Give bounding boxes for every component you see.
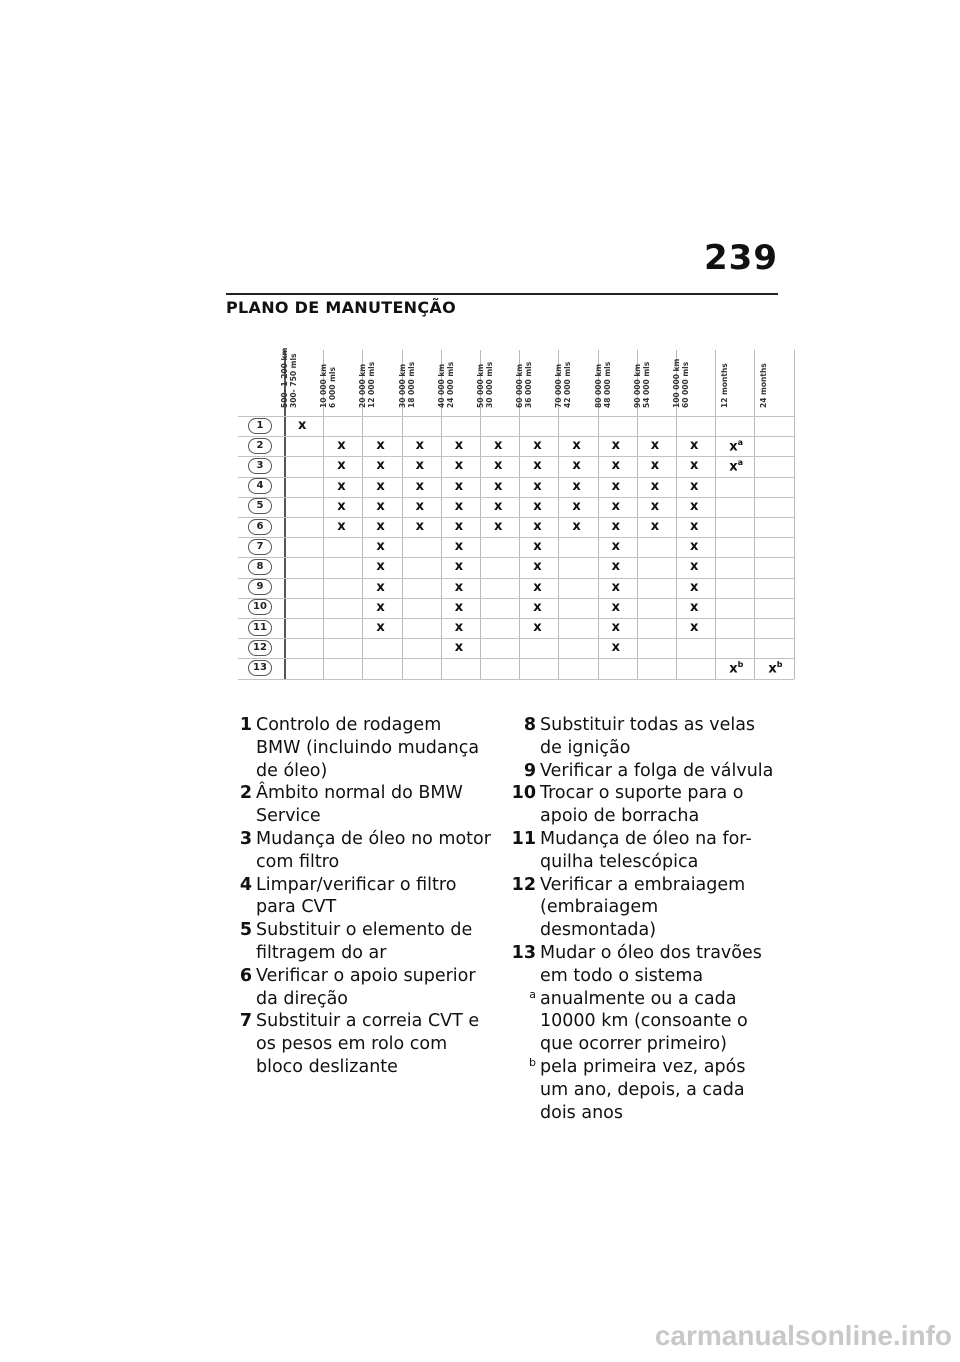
header-rule [226, 293, 778, 295]
schedule-mark: x [454, 559, 464, 575]
legend-text: Substituir o elemento de filtragem do ar [256, 920, 473, 963]
table-row-divider [238, 477, 794, 478]
schedule-mark: x [337, 458, 346, 474]
column-header-line: 50 000 km [476, 363, 485, 408]
schedule-mark: $x^b$ [768, 660, 783, 677]
column-header-line: 300- 750 mls [289, 353, 298, 408]
schedule-mark: x [454, 539, 464, 555]
watermark: carmanualsonline.info [654, 1320, 952, 1351]
schedule-mark: x [454, 478, 464, 494]
footnote-label: a [529, 987, 536, 1001]
schedule-mark: x [454, 519, 464, 534]
row-number-badge: 9 [248, 579, 272, 595]
schedule-mark: x [454, 640, 464, 656]
column-header-line: 90 000 km [632, 363, 642, 408]
schedule-mark: x [690, 620, 699, 635]
schedule-mark: x [611, 498, 620, 514]
schedule-mark: x [572, 519, 581, 534]
legend-text: Verificar a folga de válvula [540, 760, 774, 781]
table-row-divider [238, 618, 794, 619]
column-header-line: 500- 1 200 km [280, 347, 289, 408]
column-header-line: 40 000 km [436, 363, 446, 408]
legend-item [510, 828, 778, 874]
column-header-line: 12 000 mls [367, 361, 377, 408]
schedule-mark: x [298, 418, 307, 433]
column-header-line: 60 000 km [515, 363, 525, 408]
schedule-mark: x [454, 599, 464, 615]
schedule-mark: x [415, 478, 424, 494]
row-number-badge: 8 [248, 559, 272, 575]
legend-number: 3 [239, 828, 252, 849]
schedule-mark: x [572, 458, 581, 474]
schedule-mark: x [611, 559, 620, 575]
maintenance-schedule-table [238, 347, 783, 686]
legend-number: 7 [239, 1011, 252, 1032]
footnote-marker: b [737, 660, 744, 670]
schedule-mark: x [533, 579, 542, 595]
row-number-badge: 2 [248, 438, 272, 454]
schedule-mark: x [690, 478, 699, 494]
schedule-mark: x [415, 498, 424, 514]
schedule-mark: x [690, 458, 699, 474]
schedule-mark: x [454, 579, 464, 595]
column-header [759, 350, 802, 416]
schedule-mark: x [650, 458, 660, 474]
schedule-mark: x [690, 559, 699, 575]
legend-text: Substituir a correia CVT e os pesos em rolo com bloco deslizante [256, 1011, 480, 1077]
schedule-mark: x [494, 458, 503, 474]
legend-text: Trocar o suporte para o apoio de borracha [540, 783, 744, 827]
legend-text: Mudança de óleo no motor com filtro [256, 828, 491, 872]
legend-right [510, 714, 778, 1124]
schedule-mark: x [611, 599, 620, 615]
legend-item [226, 874, 491, 920]
schedule-mark: x [494, 438, 503, 454]
schedule-mark: x [376, 519, 385, 534]
schedule-mark: x [376, 599, 385, 615]
legend-item [226, 965, 491, 1011]
table-row-divider [238, 578, 794, 579]
schedule-mark: x [337, 519, 346, 534]
schedule-mark: x [611, 458, 620, 474]
schedule-mark: x [611, 539, 620, 555]
schedule-mark: x [376, 620, 385, 635]
schedule-mark: x [454, 458, 464, 474]
legend-text: Limpar/verificar o filtro para CVT [256, 874, 457, 918]
legend-item [226, 1010, 491, 1078]
page-number: 239 [704, 238, 778, 278]
legend-text: anualmente ou a cada 10000 km (consoante o que ocorrer primeiro) [540, 988, 748, 1055]
schedule-mark: x [690, 519, 699, 534]
row-number-badge: 1 [248, 418, 272, 434]
legend-item [510, 714, 778, 760]
schedule-mark: x [376, 458, 385, 474]
legend-number: 9 [523, 760, 536, 781]
column-header-line: 12 months [720, 363, 730, 408]
table-row-divider [238, 456, 794, 457]
column-header-line: 36 000 mls [524, 361, 534, 408]
column-header-line: 10 000 km [319, 363, 329, 408]
footnote-label: b [529, 1055, 536, 1069]
legend-text: Controlo de rodagem BMW (incluindo mudança de óleo) [256, 715, 480, 781]
table-row-divider [238, 658, 794, 659]
legend-item [226, 714, 491, 782]
row-number-badge: 12 [248, 640, 272, 656]
schedule-mark: x [533, 438, 542, 454]
column-header-line: 100 000 km [672, 358, 681, 408]
schedule-mark: x [650, 478, 660, 494]
legend-text: Substituir todas as velas de ignição [540, 715, 756, 758]
schedule-mark: x [376, 478, 385, 494]
section-title: PLANO DE MANUTENÇÃO [226, 298, 456, 317]
schedule-mark: x [454, 498, 464, 514]
legend-item [226, 782, 491, 828]
footnote-marker: b [776, 660, 783, 670]
schedule-mark: x [494, 498, 503, 514]
schedule-mark: x [611, 640, 620, 656]
row-number-badge: 10 [248, 599, 272, 615]
table-row-divider [238, 517, 794, 518]
column-header-line: 30 000 km [397, 363, 407, 408]
schedule-mark: x [572, 498, 581, 514]
column-header-line: 24 months [759, 363, 769, 408]
schedule-mark: x [533, 620, 542, 635]
table-row-divider [238, 679, 794, 680]
legend-text: pela primeira vez, após um ano, depois, a cada dois anos [540, 1056, 746, 1123]
legend-item [510, 874, 778, 942]
table-row-divider [238, 638, 794, 639]
row-number-badge: 13 [248, 660, 272, 676]
legend-number: 4 [239, 874, 252, 895]
schedule-mark: x [690, 498, 699, 514]
legend-text: Verificar o apoio superior da direção [256, 965, 476, 1009]
schedule-mark: x [690, 539, 699, 555]
schedule-mark: x [572, 478, 581, 494]
schedule-mark: x [690, 438, 699, 454]
schedule-mark: x [415, 458, 424, 474]
column-header-line: 48 000 mls [602, 361, 612, 408]
column-header-line: 6 000 mls [328, 367, 338, 408]
legend-number: 6 [239, 965, 252, 986]
legend-item [226, 919, 491, 965]
column-header [720, 350, 763, 416]
schedule-mark: x [533, 599, 542, 615]
legend-number: 12 [511, 874, 536, 895]
schedule-mark: $x^a$ [729, 458, 743, 475]
row-number-badge: 5 [248, 498, 272, 514]
schedule-mark: x [337, 438, 346, 454]
schedule-mark: $x^b$ [729, 660, 744, 677]
legend-item [510, 942, 778, 988]
schedule-mark: x [454, 438, 464, 454]
legend-number: 5 [239, 920, 252, 941]
table-row-divider [238, 557, 794, 558]
legend-number: 11 [511, 828, 536, 849]
legend-number: 1 [239, 715, 252, 735]
schedule-mark: x [533, 559, 542, 575]
column-header-line: 20 000 km [358, 363, 368, 408]
schedule-mark: x [376, 579, 385, 595]
schedule-mark: x [611, 579, 620, 595]
schedule-mark: x [533, 519, 542, 534]
column-header-line: 30 000 mls [485, 361, 494, 408]
row-number-badge: 7 [248, 539, 272, 555]
schedule-mark: x [494, 478, 503, 494]
legend-number: 8 [523, 715, 536, 735]
schedule-mark: x [690, 599, 699, 615]
row-number-badge: 6 [248, 519, 272, 535]
legend-number: 2 [239, 783, 252, 804]
schedule-mark: x [650, 498, 660, 514]
column-header [672, 350, 724, 416]
schedule-mark: x [611, 519, 620, 534]
schedule-mark: x [337, 498, 346, 514]
legend-item [510, 760, 778, 783]
schedule-mark: x [611, 620, 620, 635]
schedule-mark: x [376, 498, 385, 514]
schedule-mark: x [415, 519, 424, 534]
legend-item [510, 988, 778, 1056]
column-header-line: 60 000 mls [681, 361, 690, 408]
column-header-line: 70 000 km [554, 363, 564, 408]
schedule-mark: $x^a$ [729, 438, 743, 455]
schedule-mark: x [650, 519, 660, 534]
table-row-divider [238, 598, 794, 599]
footnote-marker: a [737, 458, 743, 468]
schedule-mark: x [533, 478, 542, 494]
legend-text: Âmbito normal do BMW Service [256, 783, 463, 827]
row-number-badge: 3 [248, 458, 272, 474]
schedule-mark: x [572, 438, 581, 454]
legend-left [226, 714, 491, 1079]
table-row-divider [238, 436, 794, 437]
schedule-mark: x [415, 438, 424, 454]
column-header-line: 24 000 mls [445, 361, 455, 408]
legend-item [510, 782, 778, 828]
column-header-line: 18 000 mls [406, 361, 416, 408]
schedule-mark: x [533, 458, 542, 474]
footnote-marker: a [737, 438, 743, 448]
schedule-mark: x [337, 478, 346, 494]
schedule-mark: x [690, 579, 699, 595]
table-row-divider [238, 497, 794, 498]
schedule-mark: x [376, 539, 385, 555]
schedule-mark: x [611, 438, 620, 454]
column-header-line: 54 000 mls [641, 361, 651, 408]
legend-number: 13 [511, 942, 536, 963]
schedule-mark: x [376, 559, 385, 575]
schedule-mark: x [611, 478, 620, 494]
legend-item [510, 1056, 778, 1124]
legend-text: Mudar o óleo dos travões em todo o sistema [540, 942, 762, 986]
schedule-mark: x [533, 539, 542, 555]
legend-text: Verificar a embraiagem (embraiagem desmontada) [540, 874, 746, 941]
schedule-mark: x [650, 438, 660, 454]
table-row-divider [238, 537, 794, 538]
legend-number: 10 [511, 783, 536, 804]
schedule-mark: x [376, 438, 385, 454]
row-number-badge: 11 [248, 620, 272, 636]
row-number-badge: 4 [248, 478, 272, 494]
legend-text: Mudança de óleo na for-quilha telescópica [540, 828, 752, 872]
column-header-line: 42 000 mls [563, 361, 573, 408]
schedule-mark: x [494, 519, 503, 534]
table-row-divider [238, 416, 794, 417]
schedule-mark: x [533, 498, 542, 514]
schedule-mark: x [454, 620, 464, 635]
legend-item [226, 828, 491, 874]
column-header-line: 80 000 km [593, 363, 603, 408]
